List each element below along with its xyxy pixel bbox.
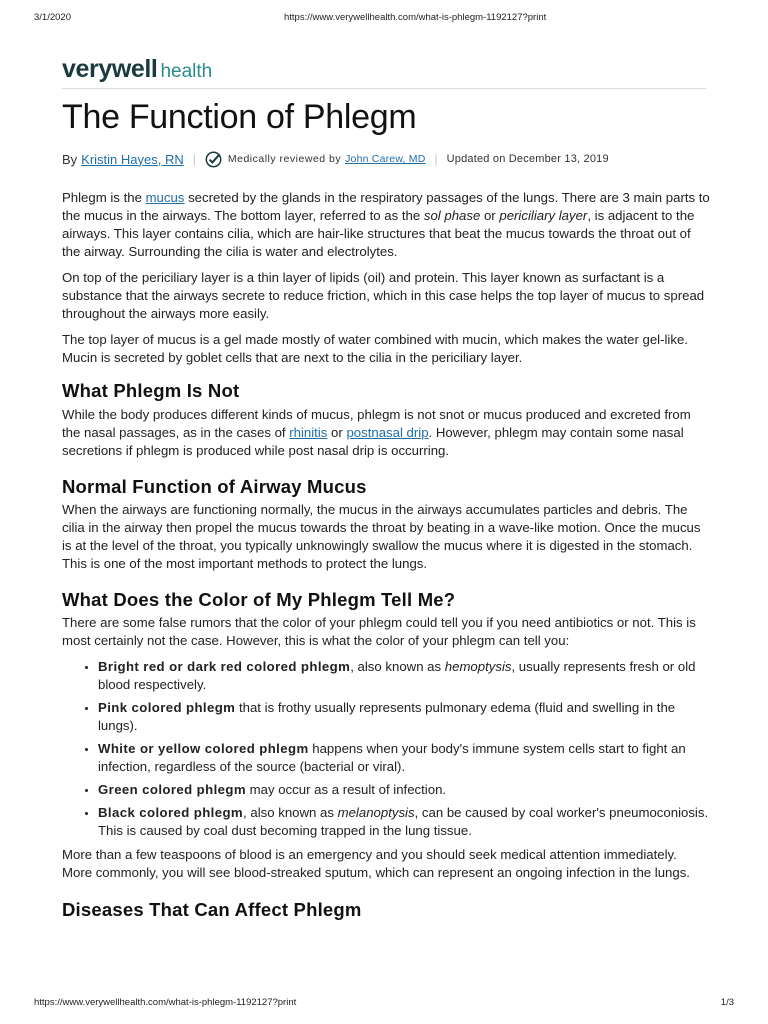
list-item: [98, 781, 710, 799]
list-item: [98, 699, 710, 735]
list-item: [98, 740, 710, 776]
term-melanoptysis: melanoptysis: [337, 805, 415, 820]
mucus-link[interactable]: mucus: [145, 190, 185, 205]
page-number: 1/3: [720, 997, 734, 1008]
paragraph-mucin: The top layer of mucus is a gel made mostly of water combined with mucin, which makes the water gel-like. Mucin is secreted by goblet cells that are next to the cilia in the periciliary layer.: [62, 332, 688, 365]
paragraph-intro: [62, 189, 710, 261]
paragraph-not-snot: [62, 406, 710, 460]
text: secreted by the glands in the respiratory passages of the lungs. There are 3 main parts to the mucus in the airways. The bottom layer, referred to as the: [62, 190, 710, 223]
header-divider: [62, 88, 706, 89]
site-logo[interactable]: [62, 54, 212, 84]
print-date: 3/1/2020: [34, 12, 71, 23]
term-hemoptysis: hemoptysis: [444, 659, 512, 674]
author-link[interactable]: Kristin Hayes, RN: [81, 151, 184, 167]
color-term: Black colored phlegm: [98, 805, 244, 820]
text: may occur as a result of infection.: [245, 782, 447, 797]
postnasal-drip-link[interactable]: postnasal drip: [346, 425, 429, 440]
logo-verywell: verywell: [62, 55, 158, 83]
reviewed-label: Medically reviewed by: [227, 153, 342, 165]
heading-what-phlegm-is-not: What Phlegm Is Not: [62, 380, 240, 401]
byline-divider: |: [192, 152, 196, 166]
text: , also known as: [243, 805, 338, 820]
color-term: Pink colored phlegm: [98, 700, 236, 715]
text: happens when your body's immune system cells start to fight an infection, regardless of the source (bacterial or viral).: [98, 741, 686, 774]
logo-health: health: [160, 61, 213, 82]
print-header: [0, 12, 768, 26]
text: , is adjacent to the airways. This layer contains cilia, which are hair-like structures that beat the mucus towards the throat out of the airway. Surrounding the cilia is water and electrolytes.: [62, 208, 695, 259]
paragraph-normal-function: When the airways are functioning normally, the mucus in the airways accumulates particles and debris. The cilia in the airway then propel the mucus towards the throat by beating in a wave-like motion. Once the mucus is at the level of the throat, you typically unknowingly swallow the mucus where it is digested in the stomach. This is one of the most important methods to protect the lungs.: [62, 502, 701, 571]
color-term: Green colored phlegm: [98, 782, 246, 797]
text: . However, phlegm may contain some nasal secretions if phlegm is produced while post nasal drip is occurring.: [62, 425, 684, 458]
medically-reviewed-check-icon: [205, 151, 222, 168]
text: or: [327, 425, 347, 440]
list-item: [98, 804, 710, 840]
list-item: [98, 658, 710, 694]
color-term: White or yellow colored phlegm: [98, 741, 309, 756]
heading-phlegm-color: What Does the Color of My Phlegm Tell Me?: [62, 589, 456, 610]
text: , usually represents fresh or old blood respectively.: [98, 659, 696, 692]
article-title: The Function of Phlegm: [62, 98, 417, 136]
updated-date: Updated on December 13, 2019: [446, 153, 609, 165]
term-sol-phase: sol phase: [423, 208, 481, 223]
term-periciliary-layer: periciliary layer: [499, 208, 588, 223]
paragraph-color-intro: There are some false rumors that the color of your phlegm could tell you if you need antibiotics or not. This is most certainly not the case. However, this is what the color of your phlegm can tell you:: [62, 615, 696, 648]
byline-by-label: By: [62, 151, 78, 167]
color-term: Bright red or dark red colored phlegm: [98, 659, 351, 674]
text: , also known as: [350, 659, 445, 674]
article-body: [62, 189, 710, 921]
text: , can be caused by coal worker's pneumoconiosis. This is caused by coal dust becoming trapped in the lung tissue.: [98, 805, 709, 838]
paragraph-surfactant: On top of the periciliary layer is a thin layer of lipids (oil) and protein. This layer known as surfactant is a substance that the airways secrete to reduce friction, which in this case helps the top layer of mucus to spread throughout the airways more easily.: [62, 270, 705, 321]
print-url: https://www.verywellhealth.com/what-is-phlegm-1192127?print: [284, 12, 547, 23]
text: or: [480, 208, 500, 223]
phlegm-color-list: [62, 658, 710, 840]
rhinitis-link[interactable]: rhinitis: [289, 425, 328, 440]
reviewer-link[interactable]: John Carew, MD: [345, 153, 426, 165]
heading-normal-function: Normal Function of Airway Mucus: [62, 476, 367, 497]
byline: [62, 151, 609, 167]
text: that is frothy usually represents pulmonary edema (fluid and swelling in the lungs).: [98, 700, 676, 733]
footer-url: https://www.verywellhealth.com/what-is-phlegm-1192127?print: [34, 997, 297, 1008]
text: Phlegm is the: [62, 190, 146, 205]
text: While the body produces different kinds of mucus, phlegm is not snot or mucus produced and excreted from the nasal passages, as in the cases of: [62, 407, 691, 440]
paragraph-blood-emergency: More than a few teaspoons of blood is an emergency and you should seek medical attention immediately. More commonly, you will see blood-streaked sputum, which can represent an ongoing infection in the lungs.: [62, 847, 690, 880]
heading-diseases: Diseases That Can Affect Phlegm: [62, 899, 362, 920]
byline-divider: |: [434, 152, 438, 166]
print-footer: [0, 997, 768, 1011]
